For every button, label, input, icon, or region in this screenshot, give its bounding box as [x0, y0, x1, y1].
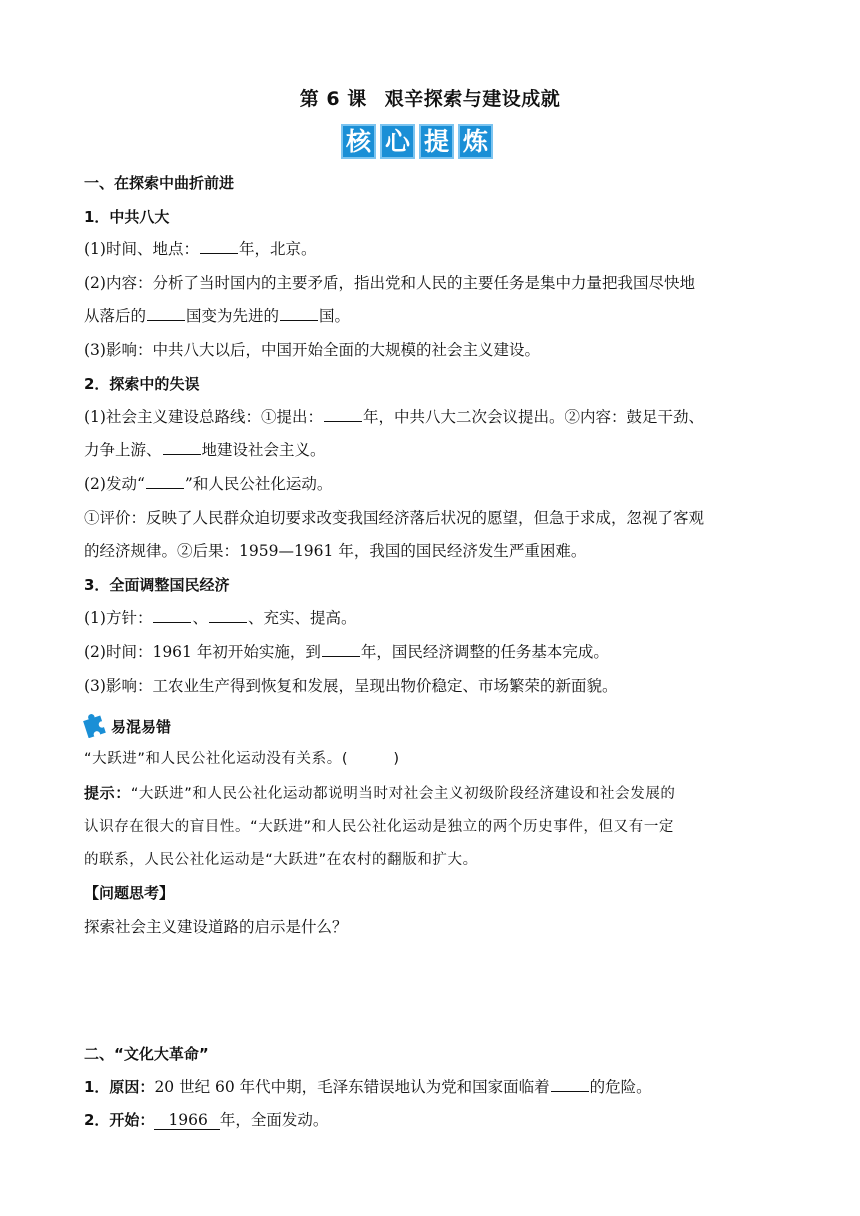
subsection-heading: 1．中共八大: [84, 208, 170, 226]
fill-blank[interactable]: [163, 439, 201, 455]
filled-answer: 1966: [154, 1111, 219, 1130]
fill-blank[interactable]: [153, 607, 191, 623]
lesson-number: 第 6 课: [299, 88, 367, 110]
core-summary-banner: [341, 124, 493, 159]
thinking-question: 探索社会主义建设道路的启示是什么？: [84, 918, 348, 936]
banner-char: 提: [419, 124, 454, 159]
text-line: 从落后的 国变为先进的 国。: [84, 307, 351, 325]
section-heading: 一、在探索中曲折前进: [84, 174, 235, 192]
fill-blank[interactable]: [147, 305, 185, 321]
text-line: (3)影响：工农业生产得到恢复和发展，呈现出物价稳定、市场繁荣的新面貌。: [84, 677, 618, 695]
text-line: (1)方针： 、 、充实、提高。: [84, 609, 357, 627]
text-line: 的经济规律。②后果：1959—1961 年，我国的国民经济发生严重困难。: [84, 542, 587, 560]
text-line: 力争上游、 地建设社会主义。: [84, 441, 326, 459]
lesson-title: [0, 84, 860, 111]
hint-line: 认识存在很大的盲目性。“大跃进”和人民公社化运动是独立的两个历史事件，但又有一定: [84, 819, 675, 835]
banner-char: 炼: [458, 124, 493, 159]
banner-char: 心: [380, 124, 415, 159]
hint-label: 提示：: [84, 784, 131, 802]
fill-blank[interactable]: [146, 473, 184, 489]
section-heading: 二、“文化大革命”: [84, 1045, 209, 1063]
hint-line: 提示：“大跃进”和人民公社化运动都说明当时对社会主义初级阶段经济建设和社会发展的: [84, 784, 676, 802]
subsection-heading: 3．全面调整国民经济: [84, 576, 230, 594]
confusion-statement: “大跃进”和人民公社化运动没有关系。( ): [84, 751, 400, 767]
fill-blank[interactable]: [324, 406, 362, 422]
lesson-name: 艰辛探索与建设成就: [384, 88, 561, 110]
thinking-heading: 【问题思考】: [84, 884, 175, 902]
subsection-heading: 2．探索中的失误: [84, 375, 200, 393]
fill-blank[interactable]: [280, 305, 318, 321]
text-line: (1)时间、地点： 年，北京。: [84, 240, 317, 258]
puzzle-icon: [82, 708, 112, 738]
text-line: 2．开始： 1966 年，全面发动。: [84, 1111, 329, 1129]
text-line: 1．原因：20 世纪 60 年代中期，毛泽东错误地认为党和国家面临着 的危险。: [84, 1078, 652, 1096]
text-line: (2)内容：分析了当时国内的主要矛盾，指出党和人民的主要任务是集中力量把我国尽快地: [84, 274, 695, 292]
text-line: (1)社会主义建设总路线：①提出： 年，中共八大二次会议提出。②内容：鼓足干劲、: [84, 408, 704, 426]
banner-char: 核: [341, 124, 376, 159]
hint-line: 的联系，人民公社化运动是“大跃进”在农村的翻版和扩大。: [84, 852, 478, 868]
fill-blank[interactable]: [200, 238, 238, 254]
text-line: (2)发动“ ”和人民公社化运动。: [84, 475, 333, 493]
text-line: (2)时间：1961 年初开始实施，到 年，国民经济调整的任务基本完成。: [84, 643, 609, 661]
text-line: ①评价：反映了人民群众迫切要求改变我国经济落后状况的愿望，但急于求成，忽视了客观: [84, 509, 705, 527]
text-line: (3)影响：中共八大以后，中国开始全面的大规模的社会主义建设。: [84, 341, 540, 359]
fill-blank[interactable]: [551, 1076, 589, 1092]
fill-blank[interactable]: [209, 607, 247, 623]
fill-blank[interactable]: [322, 641, 360, 657]
confusion-label: 易混易错: [111, 718, 172, 736]
